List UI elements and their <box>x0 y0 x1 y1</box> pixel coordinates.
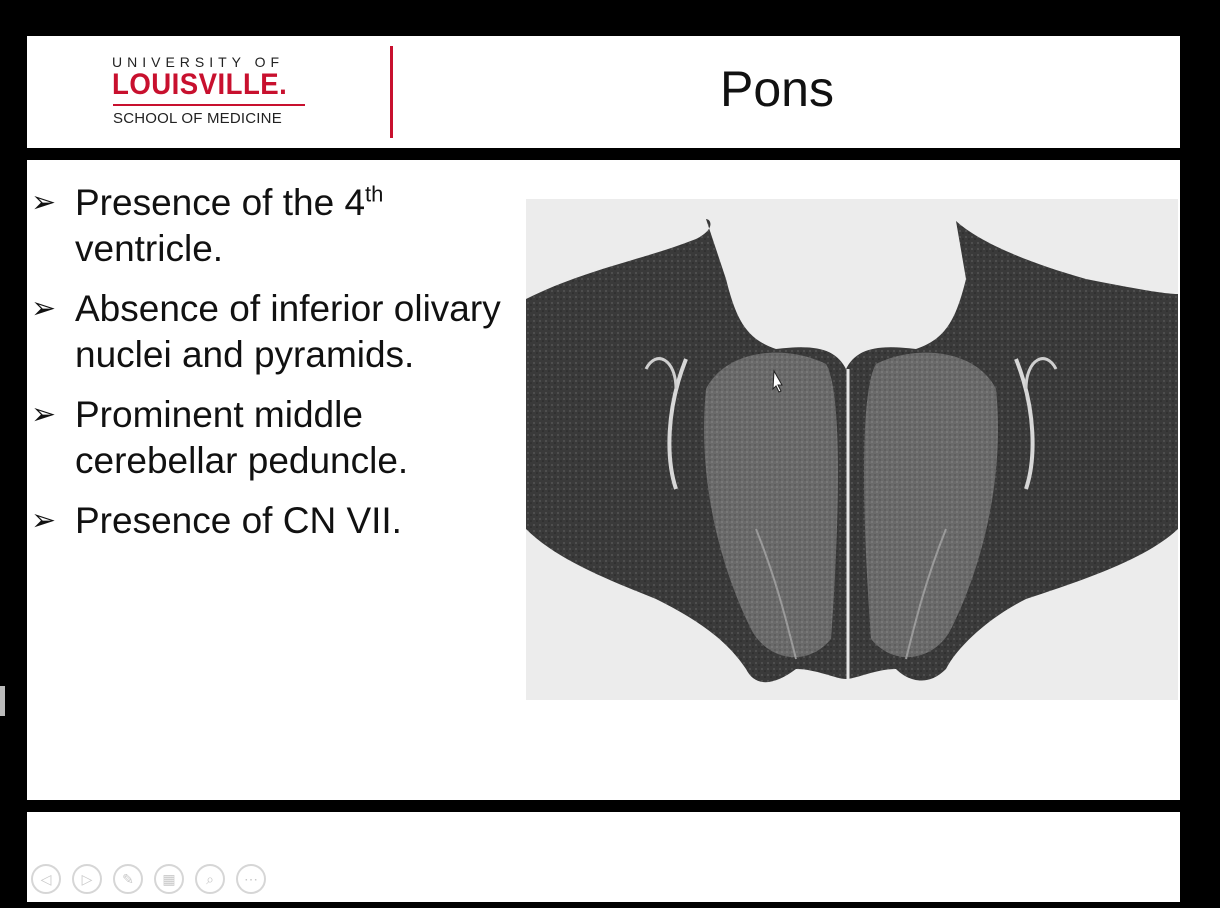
next-icon[interactable]: ▷ <box>72 864 102 894</box>
pons-section-illustration <box>526 199 1178 700</box>
side-panel-tab[interactable] <box>0 686 5 716</box>
slides-grid-icon[interactable]: ▦ <box>154 864 184 894</box>
bullet-text: Absence of inferior olivary nuclei and pyramids. <box>75 288 501 375</box>
presenter-toolbar <box>27 812 1180 902</box>
pons-histology-image <box>526 199 1178 700</box>
bullet-item <box>31 180 531 272</box>
logo-top-text: UNIVERSITY OF <box>112 54 285 70</box>
bullet-text: Prominent middle cerebellar peduncle. <box>75 394 409 481</box>
pen-icon[interactable]: ✎ <box>113 864 143 894</box>
bullet-item <box>31 498 531 544</box>
previous-icon[interactable]: ◁ <box>31 864 61 894</box>
bullet-item <box>31 286 531 378</box>
bullet-text-cont: ventricle. <box>75 228 224 269</box>
bullet-list <box>31 180 531 558</box>
more-icon[interactable]: ⋯ <box>236 864 266 894</box>
arrow-bullet-icon: ➢ <box>31 398 57 431</box>
arrow-bullet-icon: ➢ <box>31 186 57 219</box>
logo-main-text: LOUISVILLE. <box>112 68 288 101</box>
slide-header <box>27 36 1180 148</box>
header-divider <box>390 46 393 138</box>
logo-rule <box>113 104 305 106</box>
bullet-text: Presence of CN VII. <box>75 500 402 541</box>
bullet-superscript: th <box>365 181 384 207</box>
bullet-item <box>31 392 531 484</box>
university-logo <box>107 54 307 134</box>
logo-sub-text: SCHOOL OF MEDICINE <box>113 110 282 127</box>
slide-content <box>27 160 1180 800</box>
zoom-icon[interactable]: ⌕ <box>195 864 225 894</box>
arrow-bullet-icon: ➢ <box>31 292 57 325</box>
bullet-text: Presence of the 4 <box>75 182 366 223</box>
slideshow-controls <box>31 864 266 894</box>
arrow-bullet-icon: ➢ <box>31 504 57 537</box>
slide-title: Pons <box>720 61 834 117</box>
